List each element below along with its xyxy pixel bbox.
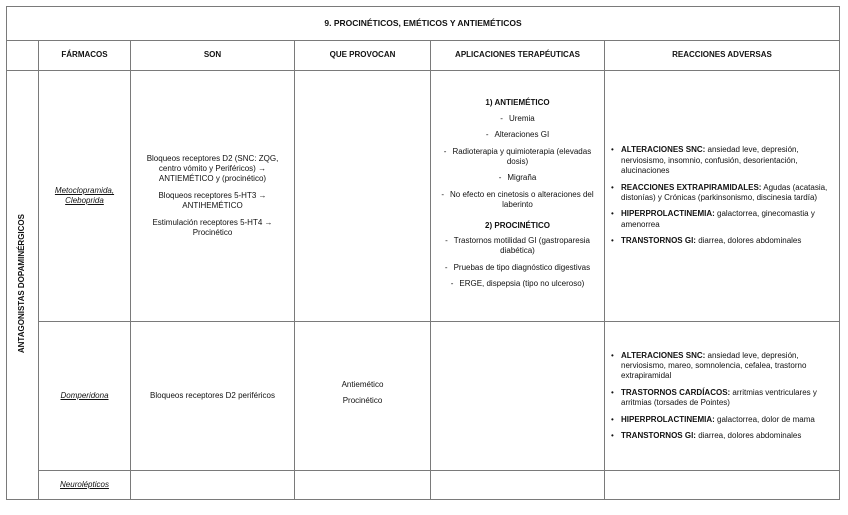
mechanism-cell: [131, 322, 295, 471]
table-row: [7, 471, 840, 500]
adverse-label: HIPERPROLACTINEMIA:: [621, 414, 715, 424]
header-reacciones: REACCIONES ADVERSAS: [605, 41, 840, 71]
applications-cell: [431, 471, 605, 500]
mechanism-cell: [131, 471, 295, 500]
adverse-cell: [605, 71, 840, 322]
header-son: SON: [131, 41, 295, 71]
drug-name: Metoclopramida, Cleboprida: [39, 71, 131, 322]
header-empty: [7, 41, 39, 71]
adverse-item: [621, 388, 835, 409]
drug-name: Neurolépticos: [39, 471, 131, 500]
effects-cell: [295, 471, 431, 500]
adverse-item: [621, 209, 835, 230]
table-row: [7, 71, 840, 322]
adverse-text: galactorrea, dolor de mama: [714, 414, 815, 424]
adverse-item: [621, 431, 835, 441]
pharmacology-table: [6, 6, 840, 500]
adverse-text: galactorrea, ginecomastia y amenorrea: [621, 209, 815, 229]
adverse-label: TRANSTORNOS GI:: [621, 430, 696, 440]
mechanism-item: Bloqueos receptores 5-HT3 → ANTIHEMÉTICO: [158, 190, 267, 211]
application-item: - Trastornos motilidad GI (gastroparesia diabética): [435, 236, 600, 257]
application-item: - ERGE, dispepsia (tipo no ulceroso): [435, 279, 600, 289]
adverse-cell: [605, 322, 840, 471]
applications-cell: [431, 71, 605, 322]
adverse-text: diarrea, dolores abdominales: [695, 236, 802, 246]
application-item: - Migraña: [435, 173, 600, 183]
application-item: - Radioterapia y quimioterapia (elevadas dosis): [435, 147, 600, 168]
effects-cell: [295, 322, 431, 471]
table-title: 9. PROCINÉTICOS, EMÉTICOS Y ANTIEMÉTICOS: [7, 7, 840, 41]
effect-item: Antiemético: [341, 379, 384, 389]
adverse-item: [621, 145, 835, 176]
adverse-label: HIPERPROLACTINEMIA:: [621, 209, 715, 219]
table-row: [7, 322, 840, 471]
drug-name: Domperidona: [39, 322, 131, 471]
adverse-text: diarrea, dolores abdominales: [695, 430, 802, 440]
adverse-item: [621, 415, 835, 425]
application-section-title: 2) PROCINÉTICO: [485, 220, 550, 230]
adverse-text: ansiedad leve, depresión, nerviosismo, mareo, somnolencia, cefalea, trastorno extrapiramidal: [621, 350, 807, 381]
adverse-text: ansiedad leve, depresión, nerviosismo, insomnio, confusión, desorientación, alucinaciones: [621, 145, 799, 176]
header-aplicaciones: APLICACIONES TERAPÉUTICAS: [431, 41, 605, 71]
mechanism-cell: [131, 71, 295, 322]
group-label: ANTAGONISTAS DOPAMINÉRGICOS: [17, 213, 27, 353]
adverse-text: Agudas (acatasia, distonías) y Crónicas (parkinsonismo, discinesia tardía): [621, 182, 828, 202]
application-item: - Alteraciones GI: [435, 130, 600, 140]
mechanism-item: Estimulación receptores 5-HT4 → Procinético: [152, 217, 273, 237]
effect-item: Procinético: [342, 396, 383, 405]
header-row: [7, 41, 840, 71]
adverse-text: arritmias ventriculares y arritmias (torsades de Pointes): [621, 387, 817, 408]
mechanism-item: Bloqueos receptores D2 periféricos: [150, 390, 275, 400]
adverse-label: REACCIONES EXTRAPIRAMIDALES:: [621, 182, 762, 192]
application-item: - Pruebas de tipo diagnóstico digestivas: [435, 263, 600, 273]
adverse-label: TRASTORNOS CARDÍACOS:: [621, 387, 731, 397]
application-item: - Uremia: [435, 114, 600, 124]
adverse-item: [621, 351, 835, 382]
effects-cell: [295, 71, 431, 322]
adverse-label: ALTERACIONES SNC:: [621, 350, 706, 360]
applications-cell: [431, 322, 605, 471]
adverse-item: [621, 236, 835, 246]
adverse-label: ALTERACIONES SNC:: [621, 145, 706, 155]
mechanism-item: Bloqueos receptores D2 (SNC: ZQG, centro vómito y Periféricos) → ANTIEMÉTICO y (procinético): [146, 153, 279, 184]
application-section-title: 1) ANTIEMÉTICO: [485, 98, 550, 108]
adverse-label: TRANSTORNOS GI:: [621, 236, 696, 246]
application-item: - No efecto en cinetosis o alteraciones del laberinto: [435, 190, 600, 211]
group-label-cell: [7, 71, 39, 500]
adverse-cell: [605, 471, 840, 500]
header-farmacos: FÁRMACOS: [39, 41, 131, 71]
header-que-provocan: QUE PROVOCAN: [295, 41, 431, 71]
adverse-item: [621, 183, 835, 204]
